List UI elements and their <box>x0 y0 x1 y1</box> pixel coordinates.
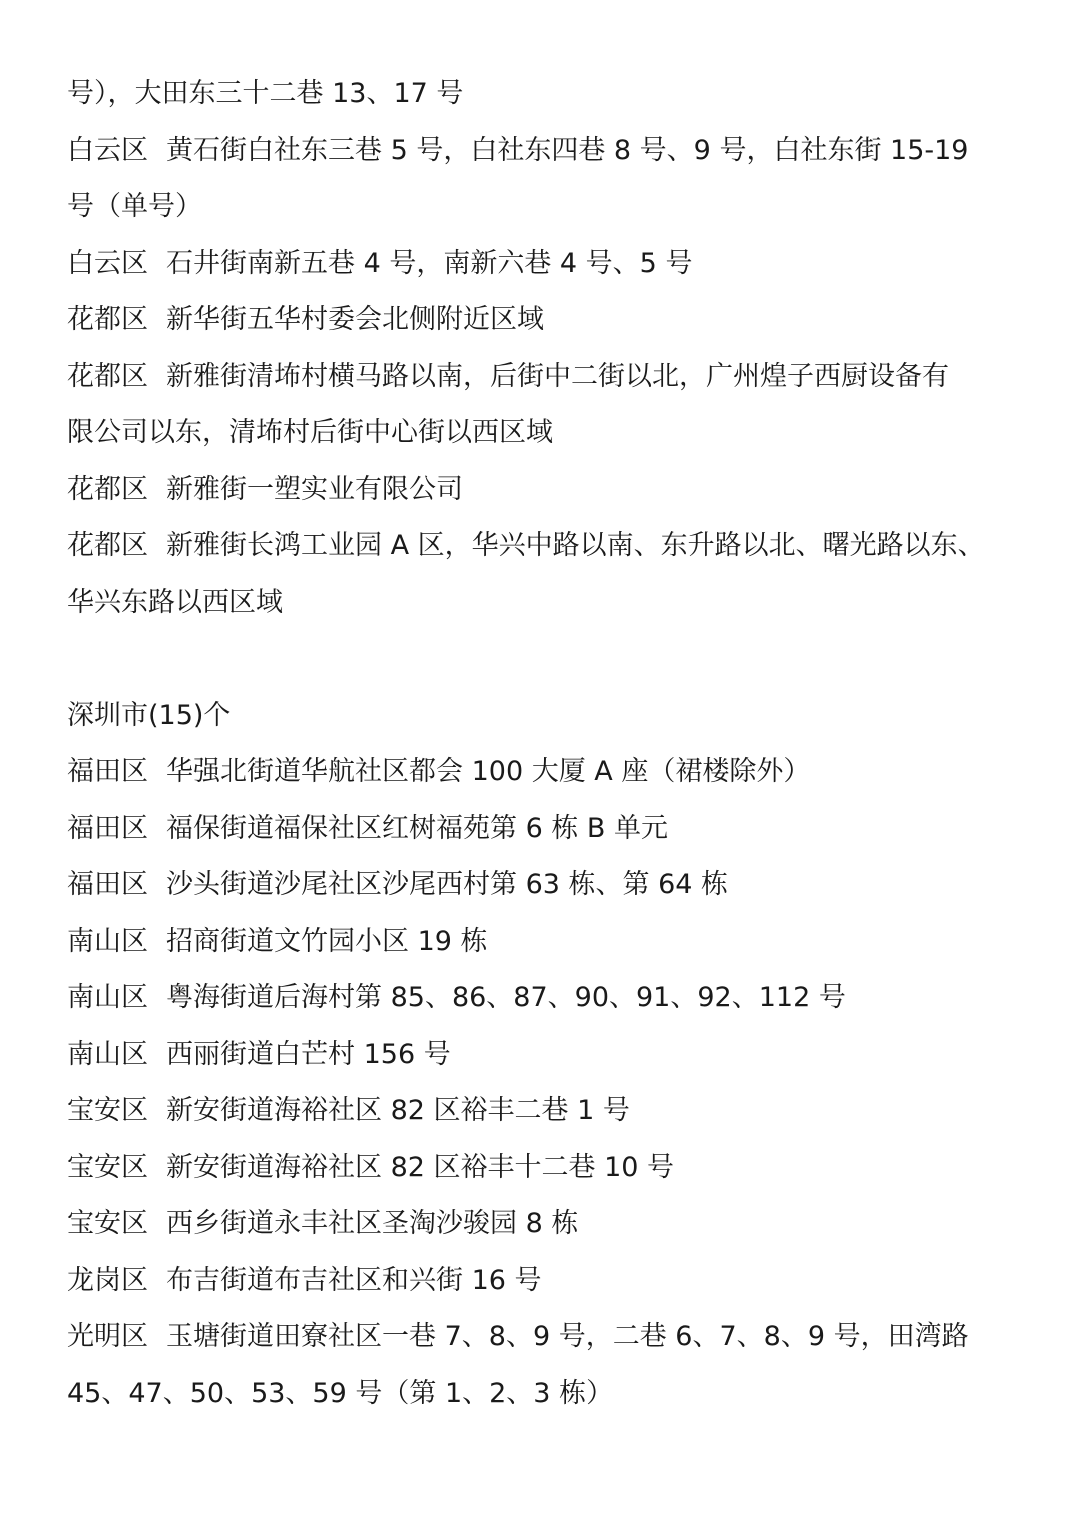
address-text: 新华街五华村委会北侧附近区域 <box>166 304 544 335</box>
address-text: 石井街南新五巷 4 号，南新六巷 4 号、5 号 <box>166 247 693 279</box>
text-line: 号（单号） <box>67 191 202 222</box>
list-item <box>67 1083 1027 1140</box>
list-item <box>67 1309 1027 1366</box>
district-label: 白云区 <box>67 134 148 166</box>
address-text: 新安街道海裕社区 82 区裕丰十二巷 10 号 <box>166 1151 675 1183</box>
list-item <box>67 744 1027 801</box>
district-label: 花都区 <box>67 530 148 561</box>
list-item <box>67 349 1027 406</box>
district-label: 宝安区 <box>67 1095 148 1126</box>
district-label: 南山区 <box>67 982 148 1013</box>
district-label: 福田区 <box>67 812 148 844</box>
address-text: 玉塘街道田寮社区一巷 7、8、9 号，二巷 6、7、8、9 号，田湾路 <box>166 1321 969 1352</box>
blank-line <box>67 631 1027 688</box>
text-line: 45、47、50、53、59 号（第 1、2、3 栋） <box>67 1377 614 1409</box>
address-text: 华强北街道华航社区都会 100 大厦 A 座（裙楼除外） <box>166 756 811 787</box>
list-item <box>67 1027 1027 1084</box>
address-text: 布吉街道布吉社区和兴街 16 号 <box>166 1264 542 1296</box>
district-label: 光明区 <box>67 1321 148 1352</box>
address-text: 福保街道福保社区红树福苑第 6 栋 B 单元 <box>166 812 669 844</box>
list-item <box>67 857 1027 914</box>
address-text: 新雅街一塑实业有限公司 <box>166 473 463 505</box>
district-label: 花都区 <box>67 473 148 505</box>
address-text: 新雅街清㘵村横马路以南，后街中二街以北，广州煌子西厨设备有 <box>166 360 949 392</box>
section-heading: 深圳市(15)个 <box>67 699 231 731</box>
list-item <box>67 1140 1027 1197</box>
text-line: 号），大田东三十二巷 13、17 号 <box>67 78 464 109</box>
address-text: 西丽街道白芒村 156 号 <box>166 1038 451 1070</box>
text-line: 华兴东路以西区域 <box>67 586 283 618</box>
list-item <box>67 1253 1027 1310</box>
address-text: 新雅街长鸿工业园 A 区，华兴中路以南、东升路以北、曙光路以东、 <box>166 530 985 561</box>
list-item <box>67 970 1027 1027</box>
list-item <box>67 801 1027 858</box>
district-label: 花都区 <box>67 360 148 392</box>
district-label: 南山区 <box>67 1038 148 1070</box>
address-text: 沙头街道沙尾社区沙尾西村第 63 栋、第 64 栋 <box>166 869 729 900</box>
list-item <box>67 292 1027 349</box>
district-label: 花都区 <box>67 304 148 335</box>
district-label: 宝安区 <box>67 1208 148 1239</box>
list-item <box>67 123 1027 180</box>
district-label: 宝安区 <box>67 1151 148 1183</box>
list-item <box>67 914 1027 971</box>
list-item <box>67 462 1027 519</box>
district-label: 白云区 <box>67 247 148 279</box>
address-text: 新安街道海裕社区 82 区裕丰二巷 1 号 <box>166 1095 630 1126</box>
district-label: 龙岗区 <box>67 1264 148 1296</box>
address-text: 粤海街道后海村第 85、86、87、90、91、92、112 号 <box>166 982 846 1013</box>
list-item <box>67 518 1027 575</box>
district-label: 福田区 <box>67 869 148 900</box>
address-text: 招商街道文竹园小区 19 栋 <box>166 925 488 957</box>
list-item <box>67 236 1027 293</box>
list-item <box>67 1196 1027 1253</box>
district-label: 南山区 <box>67 925 148 957</box>
district-label: 福田区 <box>67 756 148 787</box>
address-text: 黄石街白社东三巷 5 号，白社东四巷 8 号、9 号，白社东街 15-19 <box>166 134 969 166</box>
address-text: 西乡街道永丰社区圣淘沙骏园 8 栋 <box>166 1208 579 1239</box>
document-body <box>67 66 1027 1422</box>
text-line: 限公司以东，清㘵村后街中心街以西区域 <box>67 417 553 448</box>
